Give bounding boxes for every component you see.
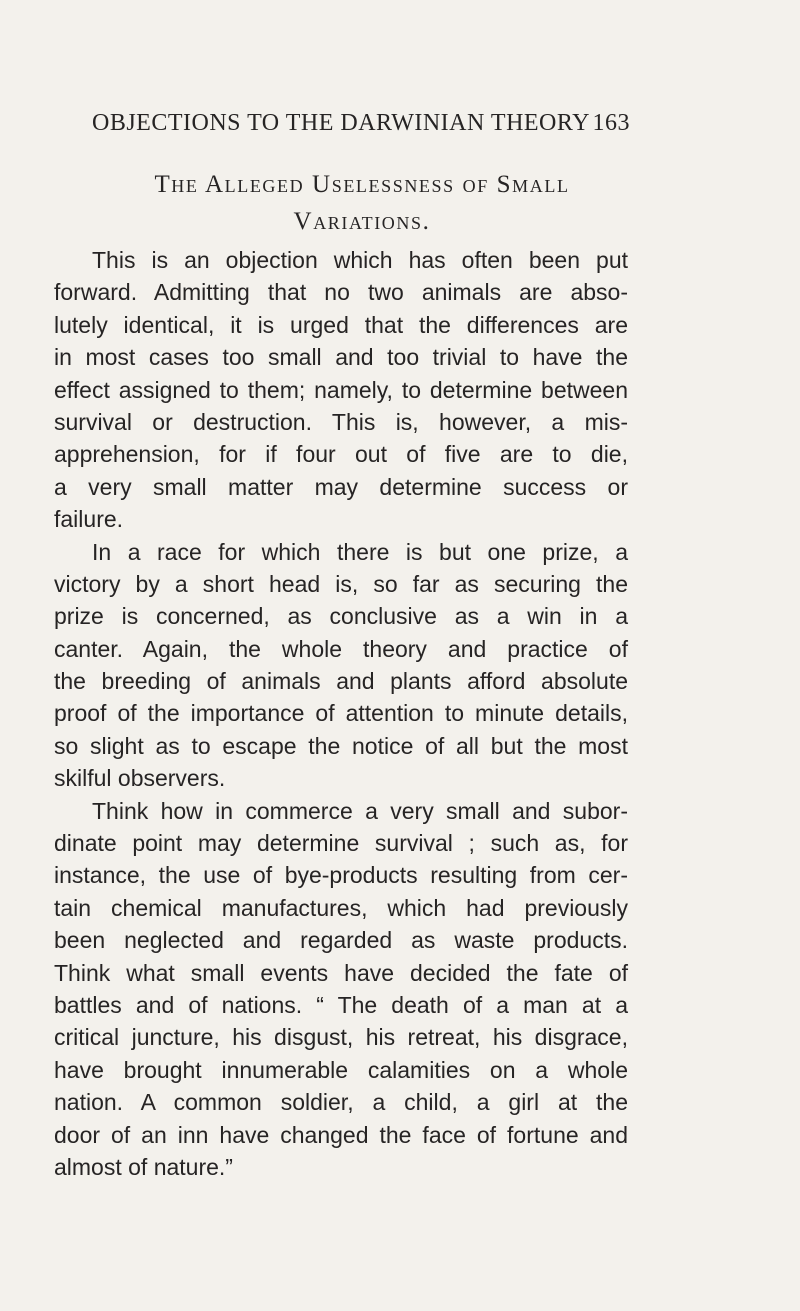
text-line: have brought innumerable calamities on a whole [54,1056,628,1083]
text-line: skilful observers. [54,765,226,792]
text-line: door of an inn have changed the face of fortune and [54,1121,628,1148]
section-title-line-1: The Alleged Uselessness of Small [154,171,570,198]
text-line: a very small matter may determine success or [54,473,628,500]
paragraph-3 [54,795,628,1184]
text-line: effect assigned to them; namely, to determine between [54,376,628,403]
text-line: in most cases too small and too trivial to have the [54,344,628,371]
text-line: nation. A common soldier, a child, a girl at the [54,1089,628,1116]
text-line: survival or destruction. This is, however, a mis- [54,408,628,435]
text-line: forward. Admitting that no two animals are abso- [54,279,628,306]
text-line: This is an objection which has often been put [92,247,628,273]
text-line: canter. Again, the whole theory and practice of [54,635,628,662]
text-line: victory by a short head is, so far as securing the [54,570,628,597]
text-line: failure. [54,506,124,533]
text-line: lutely identical, it is urged that the differences are [54,311,628,338]
section-title [72,166,652,240]
text-line: proof of the importance of attention to minute details, [54,700,628,727]
running-header [92,110,630,140]
text-line: so slight as to escape the notice of all but the most [54,732,628,759]
text-line: tain chemical manufactures, which had previously [54,894,628,921]
text-line: been neglected and regarded as waste products. [54,927,628,954]
page-number: 163 [592,110,630,136]
text-line: battles and of nations. “ The death of a man at a [54,991,628,1018]
text-line: In a race for which there is but one prize, a [92,538,628,565]
text-line: the breeding of animals and plants afford absolute [54,668,628,695]
body-text [54,244,628,1183]
text-line: Think how in commerce a very small and subor- [92,797,628,824]
running-title: OBJECTIONS TO THE DARWINIAN THEORY [92,110,590,136]
text-line: Think what small events have decided the fate of [54,959,628,986]
text-line: almost of nature.” [54,1153,233,1180]
text-line: critical juncture, his disgust, his retreat, his disgrace, [54,1024,628,1051]
text-line: apprehension, for if four out of five are to die, [54,441,628,468]
section-title-line-2: Variations. [293,208,431,235]
paragraph-2 [54,536,628,795]
text-line: instance, the use of bye-products resulting from cer- [54,862,628,889]
text-line: dinate point may determine survival ; such as, for [54,830,628,857]
text-line: prize is concerned, as conclusive as a win in a [54,603,628,630]
paragraph-1 [54,244,628,536]
